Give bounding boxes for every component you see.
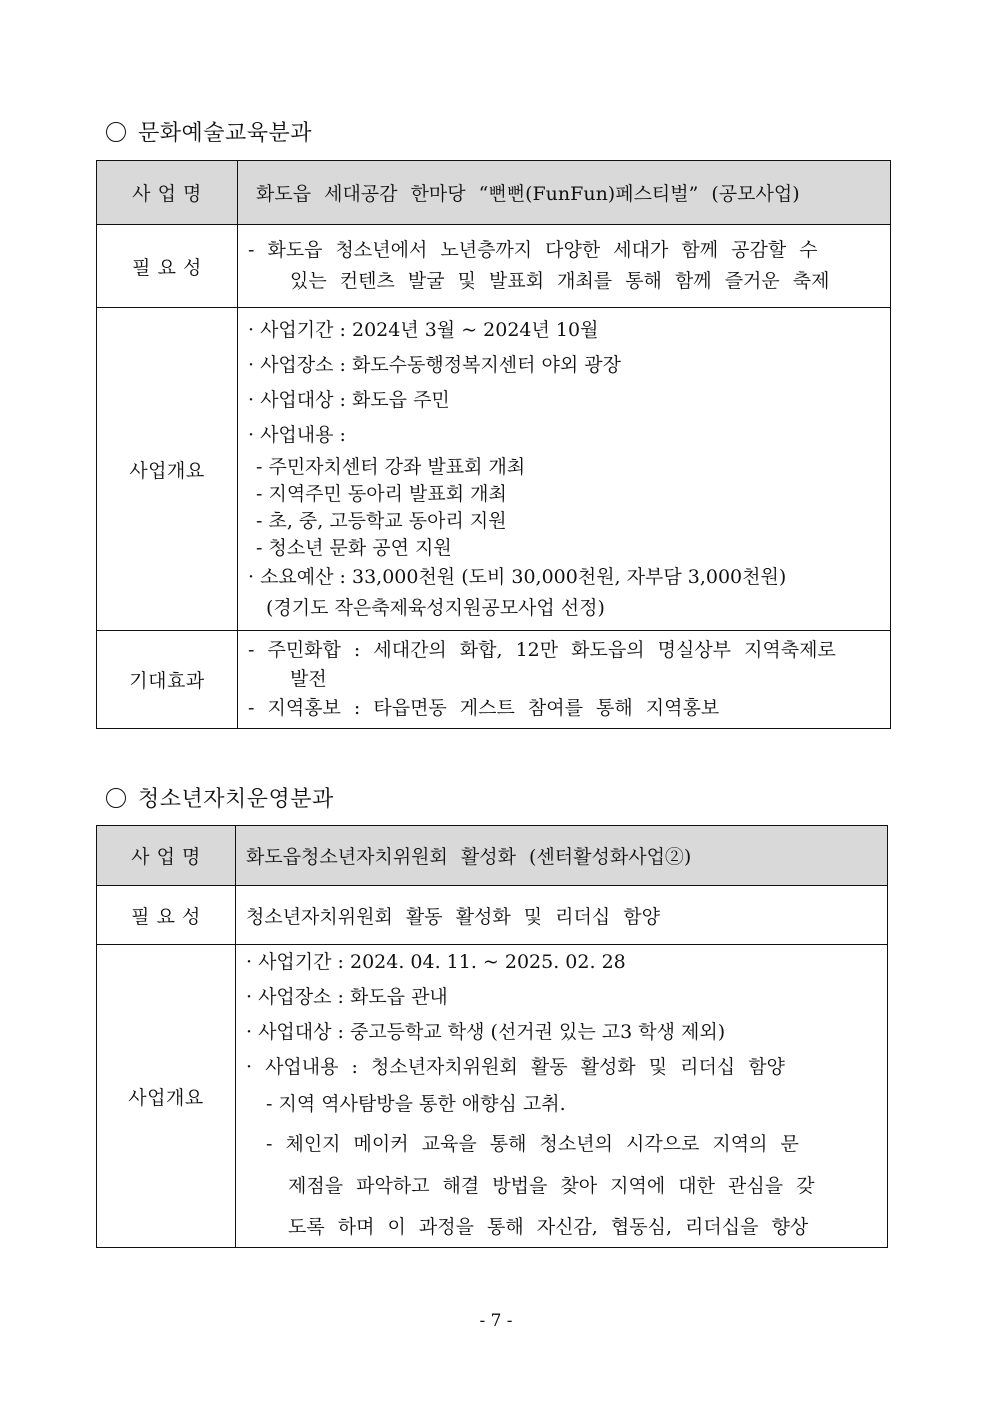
overview-cell [238, 308, 891, 631]
overview-line: · 사업기간 : 2024년 3월 ~ 2024년 10월 [248, 319, 599, 341]
overview-line: · 사업장소 : 화도읍 관내 [246, 986, 448, 1008]
overview-line: - 지역주민 동아리 발표회 개최 [256, 483, 507, 505]
table-row [97, 161, 891, 225]
effect-line: - 주민화합 : 세대간의 화합, 12만 화도읍의 명실상부 지역축제로 [248, 639, 836, 661]
table-row [97, 225, 891, 308]
overview-line: (경기도 작은축제육성지원공모사업 선정) [266, 597, 605, 619]
section2-title: 청소년자치운영분과 [138, 787, 334, 812]
effect-line: 발전 [290, 668, 327, 690]
need-cell [238, 225, 891, 308]
effect-line: - 지역홍보 : 타읍면동 게스트 참여를 통해 지역홍보 [248, 697, 720, 719]
overview-line: · 사업기간 : 2024. 04. 11. ~ 2025. 02. 28 [246, 951, 626, 973]
overview-line: · 사업대상 : 화도읍 주민 [248, 389, 450, 411]
need-cell [236, 886, 888, 945]
project-name: 화도읍청소년자치위원회 활성화 (센터활성화사업②) [246, 846, 692, 868]
section2-table [96, 825, 888, 1248]
overview-line: - 지역 역사탐방을 통한 애향심 고취. [266, 1093, 566, 1115]
need-line: - 화도읍 청소년에서 노년층까지 다양한 세대가 함께 공감할 수 [248, 239, 818, 261]
page-number: - 7 - [479, 1311, 513, 1331]
overview-line: 도록 하며 이 과정을 통해 자신감, 협동심, 리더십을 향상 [288, 1216, 809, 1238]
project-name: 화도읍 세대공감 한마당 “뻔뻔(FunFun)페스티벌” (공모사업) [256, 183, 800, 205]
section1-title: 문화예술교육분과 [138, 121, 313, 146]
table-row [97, 308, 891, 631]
overview-line: - 체인지 메이커 교육을 통해 청소년의 시각으로 지역의 문 [266, 1133, 799, 1155]
need-label: 필 요 성 [97, 225, 238, 308]
circle-bullet-icon [106, 788, 126, 808]
overview-line: - 초, 중, 고등학교 동아리 지원 [256, 510, 507, 532]
table-row [97, 826, 888, 886]
overview-line: 제점을 파악하고 해결 방법을 찾아 지역에 대한 관심을 갖 [288, 1175, 815, 1197]
effect-cell [238, 631, 891, 729]
overview-cell [236, 945, 888, 1248]
overview-line: · 사업내용 : [248, 424, 346, 446]
table-row [97, 886, 888, 945]
overview-line: · 사업내용 : 청소년자치위원회 활동 활성화 및 리더십 함양 [246, 1056, 785, 1078]
overview-line: · 소요예산 : 33,000천원 (도비 30,000천원, 자부담 3,000천원) [248, 566, 787, 588]
effect-label: 기대효과 [97, 631, 238, 729]
section2-heading [106, 782, 334, 813]
name-label: 사 업 명 [97, 161, 238, 225]
table-row [97, 631, 891, 729]
overview-line: - 청소년 문화 공연 지원 [256, 537, 452, 559]
overview-label: 사업개요 [97, 308, 238, 631]
circle-bullet-icon [106, 122, 126, 142]
overview-line: · 사업대상 : 중고등학교 학생 (선거권 있는 고3 학생 제외) [246, 1021, 726, 1043]
name-cell [236, 826, 888, 886]
overview-line: - 주민자치센터 강좌 발표회 개최 [256, 456, 526, 478]
name-cell [238, 161, 891, 225]
need-line: 있는 컨텐츠 발굴 및 발표회 개최를 통해 함께 즐거운 축제 [290, 270, 830, 292]
overview-label: 사업개요 [97, 945, 236, 1248]
overview-line: · 사업장소 : 화도수동행정복지센터 야외 광장 [248, 354, 622, 376]
need-label: 필 요 성 [97, 886, 236, 945]
section1-table [96, 160, 891, 729]
need-value: 청소년자치위원회 활동 활성화 및 리더십 함양 [246, 905, 660, 928]
section1-heading [106, 116, 312, 147]
name-label: 사 업 명 [97, 826, 236, 886]
table-row [97, 945, 888, 1248]
